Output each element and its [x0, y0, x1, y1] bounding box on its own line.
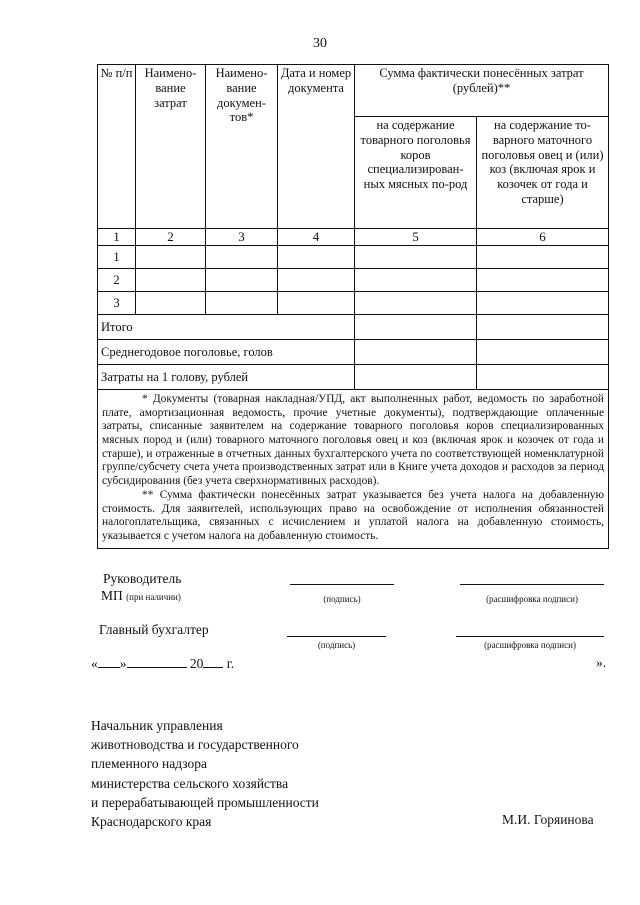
signature-hint: (подпись) — [323, 594, 361, 604]
decode-hint: (расшифровка подписи) — [486, 594, 578, 604]
signature-hint: (подпись) — [317, 640, 356, 650]
column-number: 4 — [278, 229, 355, 246]
column-number: 5 — [355, 229, 477, 246]
cost-per-head-cattle-cell[interactable] — [355, 365, 477, 390]
head-label: Руководитель — [103, 571, 182, 586]
header-sheep-goat-costs: на содержание то-варного маточного поголовья овец и (или) коз (включая ярок и козочек от года и старше) — [477, 117, 609, 229]
position-line: животноводства и государственного — [91, 737, 299, 753]
date-line — [91, 655, 234, 672]
expense-name-cell[interactable] — [136, 269, 206, 292]
day-blank[interactable] — [98, 655, 120, 668]
cost-per-head-sheep-goat-cell[interactable] — [477, 365, 609, 390]
row-number: 1 — [98, 246, 136, 269]
year-prefix: 20 — [189, 656, 204, 671]
expense-table — [97, 64, 609, 549]
page-number: 30 — [313, 36, 327, 51]
document-date-cell[interactable] — [278, 269, 355, 292]
year-suffix: г. — [226, 656, 235, 671]
average-headcount-row — [98, 340, 609, 365]
year-blank[interactable] — [203, 655, 223, 668]
month-blank[interactable] — [127, 655, 187, 668]
expense-name-cell[interactable] — [136, 246, 206, 269]
header-document-date-number: Дата и номер документа — [278, 65, 355, 229]
expense-name-cell[interactable] — [136, 292, 206, 315]
position-line: министерства сельского хозяйства — [91, 775, 289, 791]
date-end-mark: ». — [596, 655, 607, 670]
document-name-cell[interactable] — [206, 292, 278, 315]
date-close-quote: » — [119, 656, 127, 671]
stamp-label: МП — [101, 588, 123, 603]
date-open-quote: « — [91, 656, 98, 671]
accountant-decode-line[interactable] — [456, 636, 604, 637]
average-headcount-sheep-goat-cell[interactable] — [477, 340, 609, 365]
average-headcount-cattle-cell[interactable] — [355, 340, 477, 365]
document-date-cell[interactable] — [278, 292, 355, 315]
document-name-cell[interactable] — [206, 269, 278, 292]
accountant-signature-line[interactable] — [287, 636, 386, 637]
signatory-position — [91, 716, 319, 831]
column-number: 1 — [98, 229, 136, 246]
header-cattle-costs: на содержание товарного поголовья коров специализирован-ных мясных по-род — [355, 117, 477, 229]
stamp-block — [101, 588, 181, 604]
header-actual-costs: Сумма фактически понесённых затрат (рублей)** — [355, 65, 609, 117]
position-line: племенного надзора — [91, 756, 208, 772]
table-row — [98, 246, 609, 269]
column-number: 6 — [477, 229, 609, 246]
total-sheep-goat-cell[interactable] — [477, 315, 609, 340]
accountant-label: Главный бухгалтер — [99, 622, 209, 637]
document-date-cell[interactable] — [278, 246, 355, 269]
cost-per-head-label: Затраты на 1 голову, рублей — [98, 365, 355, 390]
header-row-number: № п/п — [98, 65, 136, 229]
sheep-goat-cost-cell[interactable] — [477, 246, 609, 269]
position-line: Краснодарского края — [91, 814, 212, 830]
cost-per-head-row — [98, 365, 609, 390]
position-line: Начальник управления — [91, 718, 223, 733]
total-cattle-cell[interactable] — [355, 315, 477, 340]
header-expense-name: Наимено-вание затрат — [136, 65, 206, 229]
column-number: 2 — [136, 229, 206, 246]
column-number: 3 — [206, 229, 278, 246]
position-line: и перерабатывающей промышленности — [91, 794, 319, 810]
footnote-documents: * Документы (товарная накладная/УПД, акт выполненных работ, ведомость по заработной плате, амортизационная ведомость, прочие учетные документы), подтверждающие оплаченные затраты, списанные заявителем на содержание товарного поголовья коров специализированных мясных пород и (или) товарного маточного поголовья овец и коз (включая ярок и козочек от года и старше), и отраженные в отчетных данных бухгалтерского учета по соответствующей номенклатурной группе/субсчету счета учета производственных затрат или в Книге учета доходов и расходов за период субсидирования (без учета сверхнормативных расходов). — [102, 393, 604, 488]
row-number: 3 — [98, 292, 136, 315]
signatory-name: М.И. Горяинова — [502, 812, 594, 827]
table-notes — [98, 390, 609, 549]
average-headcount-label: Среднегодовое поголовье, голов — [98, 340, 355, 365]
document-name-cell[interactable] — [206, 246, 278, 269]
footnote-vat: ** Сумма фактически понесённых затрат указывается без учета налога на добавленную стоимость. Для заявителей, использующих право на освобождение от исполнения обязанностей налогоплательщика, связанных с исчислением и уплатой налога на добавленную стоимость, указывается с учетом налога на добавленную стоимость. — [102, 488, 604, 542]
table-row — [98, 269, 609, 292]
header-document-name: Наимено-вание докумен-тов* — [206, 65, 278, 229]
cattle-cost-cell[interactable] — [355, 269, 477, 292]
stamp-note: (при наличии) — [126, 592, 181, 602]
cattle-cost-cell[interactable] — [355, 292, 477, 315]
total-row — [98, 315, 609, 340]
head-decode-line[interactable] — [460, 584, 604, 585]
total-label: Итого — [98, 315, 355, 340]
head-signature-line[interactable] — [290, 584, 394, 585]
table-row — [98, 292, 609, 315]
sheep-goat-cost-cell[interactable] — [477, 292, 609, 315]
row-number: 2 — [98, 269, 136, 292]
sheep-goat-cost-cell[interactable] — [477, 269, 609, 292]
cattle-cost-cell[interactable] — [355, 246, 477, 269]
decode-hint: (расшифровка подписи) — [484, 640, 576, 650]
